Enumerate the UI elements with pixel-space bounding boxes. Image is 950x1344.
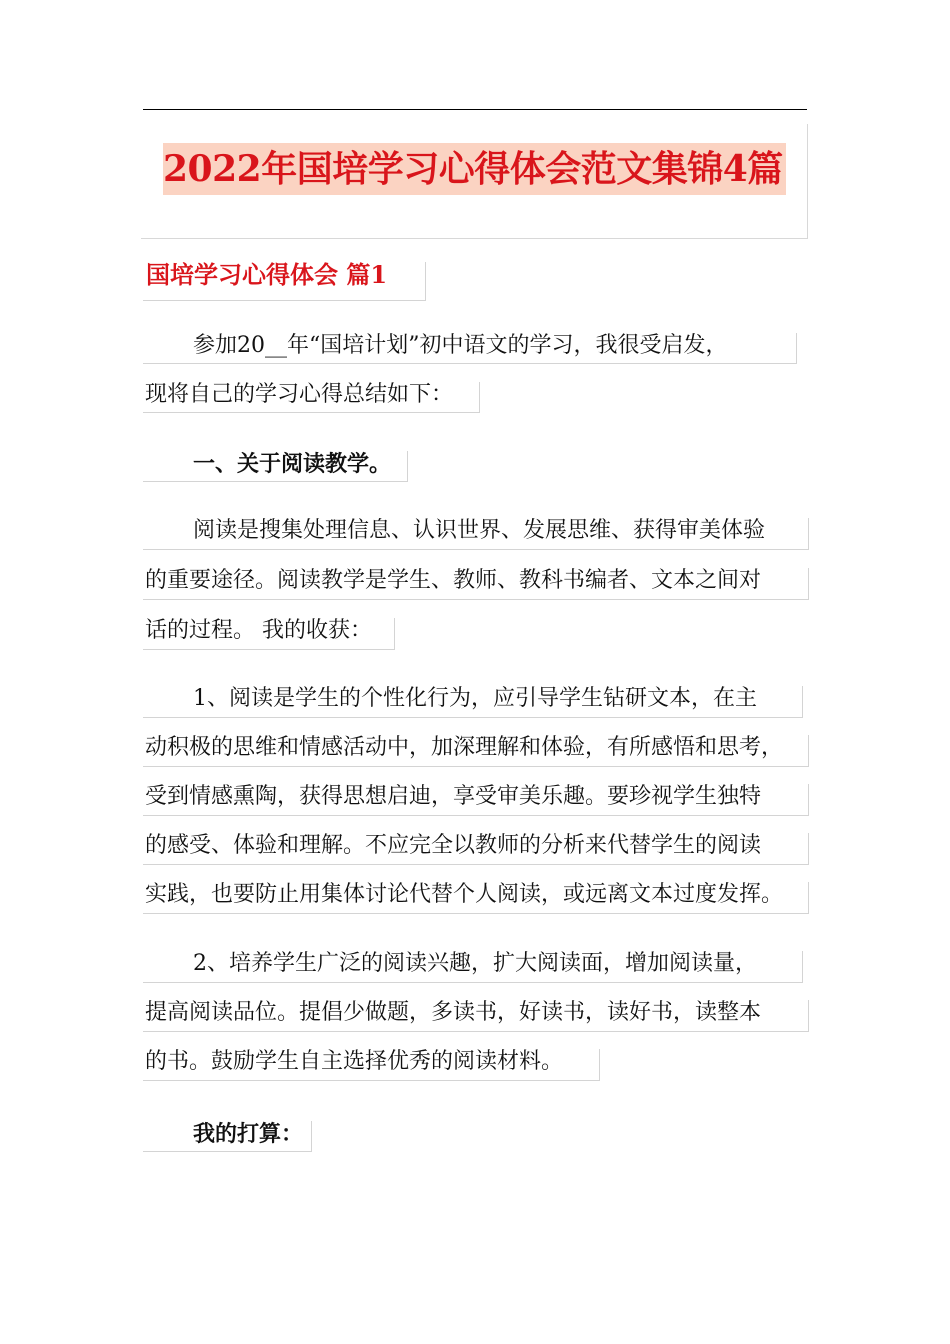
para3-line-3: 的书。鼓励学生自主选择优秀的阅读材料。 [145, 1049, 564, 1074]
para2-line-1: 1、阅读是学生的个性化行为，应引导学生钻研文本，在主 [193, 686, 757, 711]
heading-plan: 我的打算： [193, 1121, 304, 1147]
para1-line-2: 的重要途径。阅读教学是学生、教师、教科书编者、文本之间对 [145, 568, 762, 593]
document-title: 2022年国培学习心得体会范文集锦4篇 [163, 143, 786, 195]
intro-line-1: 参加20__年“国培计划”初中语文的学习，我很受启发， [193, 333, 728, 358]
para3-line-2: 提高阅读品位。提倡少做题，多读书，好读书，读好书，读整本 [145, 1000, 762, 1025]
heading-reading: 一、关于阅读教学。 [193, 451, 392, 477]
para2-line-3: 受到情感熏陶，获得思想启迪，享受审美乐趣。要珍视学生独特 [145, 784, 762, 809]
intro-line-2: 现将自己的学习心得总结如下： [145, 382, 454, 407]
para2-line-2: 动积极的思维和情感活动中，加深理解和体验，有所感悟和思考， [145, 735, 784, 760]
para3-line-1: 2、培养学生广泛的阅读兴趣，扩大阅读面，增加阅读量， [193, 951, 757, 976]
para1-line-1: 阅读是搜集处理信息、认识世界、发展思维、获得审美体验 [193, 518, 766, 543]
section-heading: 国培学习心得体会 篇1 [146, 260, 388, 289]
para1-line-3: 话的过程。 我的收获： [145, 618, 372, 643]
header-rule [143, 109, 807, 110]
para2-line-5: 实践，也要防止用集体讨论代替个人阅读，或远离文本过度发挥。 [145, 882, 784, 907]
para2-line-4: 的感受、体验和理解。不应完全以教师的分析来代替学生的阅读 [145, 833, 762, 858]
